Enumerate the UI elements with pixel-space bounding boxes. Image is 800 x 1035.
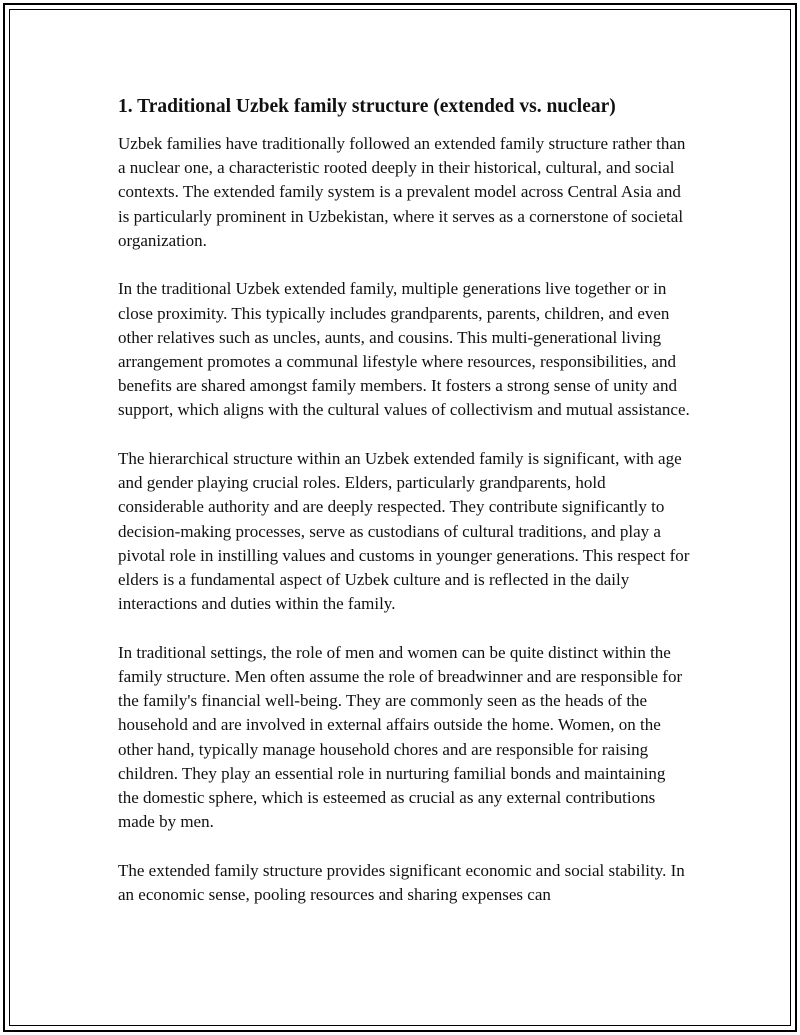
paragraph-5: The extended family structure provides significant economic and social stability. In an economic sense, pooling resources and sharing expenses can: [118, 860, 685, 905]
paragraph-3: The hierarchical structure within an Uzbek extended family is significant, with age and gender playing crucial roles. Elders, particularly grandparents, hold considerable authority and are deeply respected. They contribute significantly to decision-making processes, serve as custodians of cultural traditions, and play a pivotal role in instilling values and customs in younger generations. This respect for elders is a fundamental aspect of Uzbek culture and is reflected in the daily interactions and duties within the family.: [118, 449, 690, 614]
section-heading: 1. Traditional Uzbek family structure (extended vs. nuclear): [118, 96, 616, 117]
document-body: [118, 94, 690, 932]
paragraph-4: In traditional settings, the role of men and women can be quite distinct within the family structure. Men often assume the role of breadwinner and are responsible for the family's financial well-being. They are commonly seen as the heads of the household and are involved in external affairs outside the home. Women, on the other hand, typically manage household chores and are responsible for raising children. They play an essential role in nurturing familial bonds and maintaining the domestic sphere, which is esteemed as crucial as any external contributions made by men.: [118, 642, 683, 832]
paragraph-1: Uzbek families have traditionally followed an extended family structure rather than a nuclear one, a characteristic rooted deeply in their historical, cultural, and social contexts. The extended family system is a prevalent model across Central Asia and is particularly prominent in Uzbekistan, where it serves as a cornerstone of societal organization.: [118, 134, 686, 250]
paragraph-2: In the traditional Uzbek extended family, multiple generations live together or in close proximity. This typically includes grandparents, parents, children, and even other relatives such as uncles, aunts, and cousins. This multi-generational living arrangement promotes a communal lifestyle where resources, responsibilities, and benefits are shared amongst family members. It fosters a strong sense of unity and support, which aligns with the cultural values of collectivism and mutual assistance.: [118, 279, 690, 420]
